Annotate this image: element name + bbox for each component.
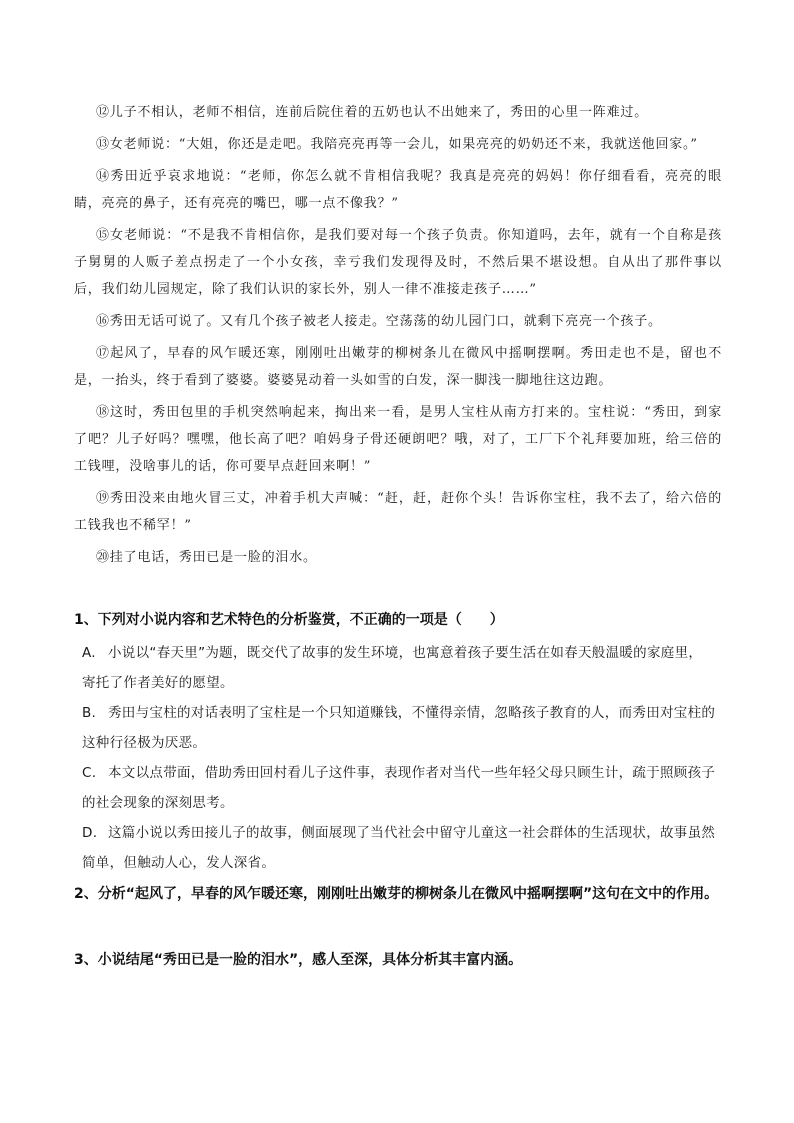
option-text-continued: 简单，但触动人心，发人深省。: [82, 855, 276, 871]
paragraph-12: ⑫儿子不相认，老师不相信，连前后院住着的五奶也认不出她来了，秀田的心里一阵难过。: [96, 105, 649, 120]
question-1-option-b: [0, 698, 794, 758]
question-section: [0, 608, 794, 972]
option-letter: A.: [82, 645, 96, 661]
paragraph-18: ⑱这时，秀田包里的手机突然响起来，掏出来一看，是男人宝柱从南方打来的。宝柱说：“秀田，到家了吧？儿子好吗？嘿嘿，他长高了吧？咱妈身子骨还硬朗吧？哦，对了，工厂下个礼拜要加班，给三倍的工钱哩，没啥事儿的话，你可要早点赶回来啊！”: [74, 405, 722, 474]
paragraph-17: ⑰起风了，早春的风乍暖还寒，刚刚吐出嫩芽的柳树条儿在微风中摇啊摆啊。秀田走也不是，留也不是，一抬头，终于看到了婆婆。婆婆晃动着一头如雪的白发，深一脚浅一脚地往这边跑。: [74, 346, 722, 388]
question-1-option-d: [0, 818, 794, 878]
question-1-option-c: [0, 758, 794, 818]
paragraph-14: ⑭秀田近乎哀求地说：“老师，你怎么就不肯相信我呢？我真是亮亮的妈妈！你仔细看看，亮亮的眼睛，亮亮的鼻子，还有亮亮的嘴巴，哪一点不像我？”: [74, 169, 722, 211]
option-text: 小说以“春天里”为题，既交代了故事的发生环境，也寓意着孩子要生活在如春天般温暖的家庭里，: [108, 645, 703, 661]
option-text: 这篇小说以秀田接儿子的故事，侧面展现了当代社会中留守儿童这一社会群体的生活现状，故事虽然: [108, 825, 716, 841]
option-text: 本文以点带面，借助秀田回村看儿子这件事，表现作者对当代一些年轻父母只顾生计，疏于照顾孩子: [108, 765, 716, 781]
paragraph-15: ⑮女老师说：“不是我不肯相信你，是我们要对每一个孩子负责。你知道吗，去年，就有一个自称是孩子舅舅的人贩子差点拐走了一个小女孩，幸亏我们发现得及时，不然后果不堪设想。自从出了那件事以后，我们幼儿园规定，除了我们认识的家长外，别人一律不准接走孩子……”: [74, 228, 722, 297]
option-text: 秀田与宝柱的对话表明了宝柱是一个只知道赚钱，不懂得亲情，忽略孩子教育的人，而秀田对宝柱的: [108, 705, 716, 721]
paragraph-20: ⑳挂了电话，秀田已是一脸的泪水。: [96, 550, 317, 565]
option-text-continued: 寄托了作者美好的愿望。: [82, 675, 234, 691]
paragraph-19: ⑲秀田没来由地火冒三丈，冲着手机大声喊：“赶，赶，赶你个头！告诉你宝柱，我不去了，给六倍的工钱我也不稀罕！”: [74, 491, 722, 533]
option-letter: D.: [82, 825, 98, 841]
question-2: 2、分析“起风了，早春的风乍暖还寒，刚刚吐出嫩芽的柳树条儿在微风中摇啊摆啊”这句在文中的作用。: [74, 886, 719, 902]
question-1-option-a: [0, 638, 794, 698]
option-letter: B.: [82, 705, 97, 721]
story-excerpt: [0, 99, 794, 571]
question-3: 3、小说结尾“秀田已是一脸的泪水”，感人至深，具体分析其丰富内涵。: [74, 952, 523, 968]
question-1-title: 1、下列对小说内容和艺术特色的分析鉴赏，不正确的一项是（ ）: [74, 612, 504, 628]
option-text-continued: 这种行径极为厌恶。: [82, 735, 207, 751]
option-text-continued: 的社会现象的深刻思考。: [82, 795, 234, 811]
paragraph-16: ⑯秀田无话可说了。又有几个孩子被老人接走。空荡荡的幼儿园门口，就剩下亮亮一个孩子。: [96, 314, 662, 329]
paragraph-13: ⑬女老师说：“大姐，你还是走吧。我陪亮亮再等一会儿，如果亮亮的奶奶还不来，我就送他回家。”: [96, 137, 698, 152]
option-letter: C.: [82, 765, 97, 781]
